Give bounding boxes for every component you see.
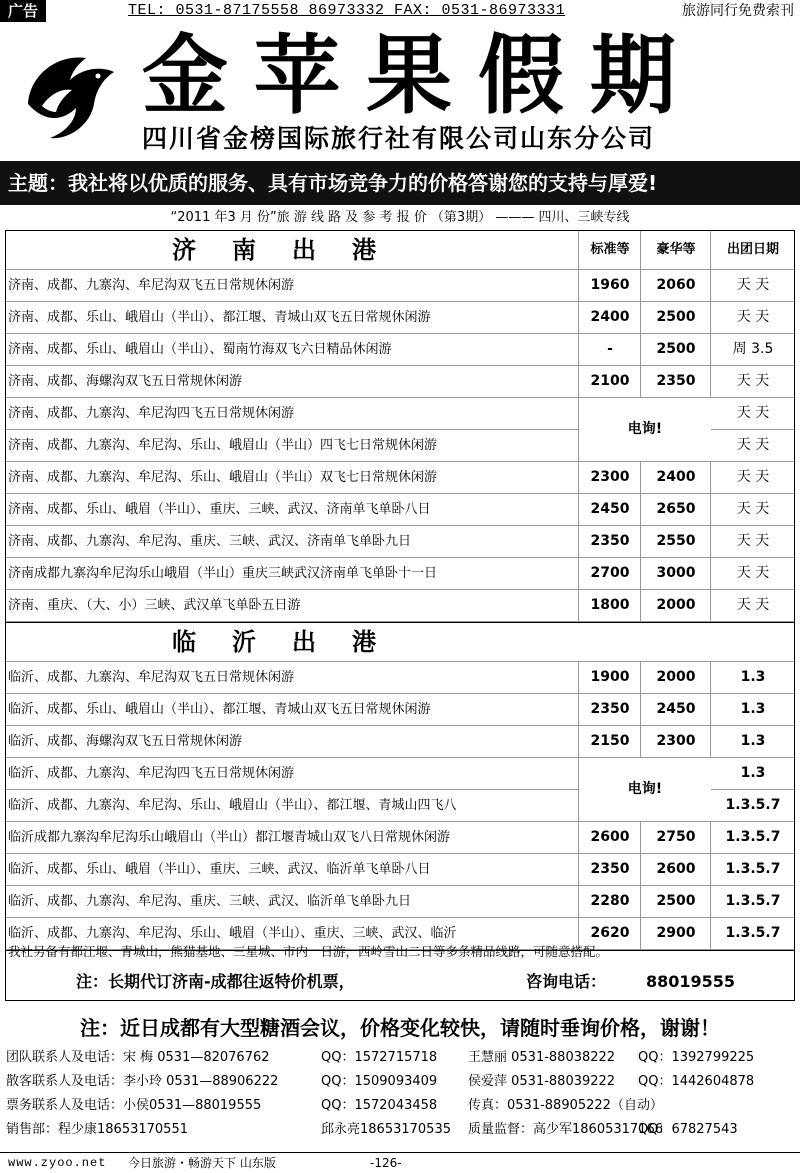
luxury-price: 2900	[640, 918, 711, 949]
contact-cell: 王慧丽 0531-88038222	[468, 1050, 616, 1065]
contact-cell: 票务联系人及电话：小侯0531—88019555	[6, 1098, 262, 1113]
warning-notice: 注：近日成都有大型糖酒会议，价格变化较快，请随时垂询价格，谢谢！	[80, 1016, 720, 1040]
luxury-price: 2650	[640, 494, 711, 525]
contact-cell: 团队联系人及电话：宋 梅 0531—82076762	[6, 1050, 270, 1065]
footer	[0, 1152, 800, 1173]
col-lux-header: 豪华等	[640, 231, 711, 269]
departure-days: 周 3.5	[710, 334, 795, 365]
table-row	[6, 526, 794, 558]
luxury-price: 3000	[640, 558, 711, 589]
luxury-price: 2300	[640, 726, 711, 757]
contact-cell: 邱永亮18653170535	[321, 1122, 451, 1137]
contact-cell: QQ：1572043458	[321, 1098, 438, 1113]
standard-price: 1960	[578, 270, 641, 301]
luxury-price: 2500	[640, 334, 711, 365]
departure-days: 1.3	[710, 758, 795, 789]
route-name: 临沂、成都、九寨沟、牟尼沟双飞五日常规休闲游	[8, 670, 295, 685]
contact-cell: 散客联系人及电话：李小玲 0531—88906222	[6, 1074, 279, 1089]
contact-cell: 质量监督：高少军18605317166	[468, 1122, 663, 1137]
table-row	[6, 302, 794, 334]
phone-inquiry-cell: 电询!	[578, 398, 711, 462]
standard-price: 2450	[578, 494, 641, 525]
route-name: 济南、成都、乐山、峨眉（半山）、重庆、三峡、武汉、济南单飞单卧八日	[8, 502, 431, 517]
luxury-price: 2450	[640, 694, 711, 725]
table-row	[6, 366, 794, 398]
standard-price: 2600	[578, 822, 641, 853]
departure-days: 天 天	[710, 366, 795, 397]
route-name: 临沂成都九寨沟牟尼沟乐山峨眉山（半山）都江堰青城山双飞八日常规休闲游	[8, 830, 451, 845]
departure-days: 天 天	[710, 398, 795, 429]
table-row	[6, 854, 794, 886]
section-title: 济南出港	[172, 236, 412, 264]
hotline-number: 88019555	[646, 972, 736, 991]
theme-banner	[0, 161, 800, 205]
table-row	[6, 462, 794, 494]
luxury-price: 2550	[640, 526, 711, 557]
contact-cell: QQ：1509093409	[321, 1074, 438, 1089]
ticket-note: 注：长期代订济南-成都往返特价机票，	[76, 972, 355, 991]
top-bar	[0, 0, 800, 22]
contact-row	[6, 1094, 796, 1118]
standard-price: 2300	[578, 462, 641, 493]
route-name: 临沂、成都、海螺沟双飞五日常规休闲游	[8, 734, 243, 749]
contact-cell: QQ：67827543	[638, 1122, 738, 1137]
company-name: 四川省金榜国际旅行社有限公司山东分公司	[142, 124, 656, 153]
footer-slogan: 今日旅游・畅游天下 山东版	[128, 1156, 276, 1170]
footer-site: www.zyoo.net	[8, 1156, 107, 1170]
contact-cell: QQ：1442604878	[638, 1074, 755, 1089]
luxury-price: 2750	[640, 822, 711, 853]
ad-tag: 广告	[0, 0, 46, 22]
route-name: 济南成都九寨沟牟尼沟乐山峨眉（半山）重庆三峡武汉济南单飞单卧十一日	[8, 566, 438, 581]
brand-title: 金苹果假期	[142, 25, 702, 126]
contact-cell: QQ：1392799225	[638, 1050, 755, 1065]
table-row	[6, 726, 794, 758]
contact-cell: 传真：0531-88905222（自动）	[468, 1098, 663, 1113]
route-name: 临沂、成都、九寨沟、牟尼沟、乐山、峨眉山（半山）、都江堰、青城山四飞八	[8, 798, 457, 813]
table-row	[6, 694, 794, 726]
departure-days: 1.3.5.7	[710, 790, 795, 821]
contact-row	[6, 1070, 796, 1094]
departure-days: 天 天	[710, 494, 795, 525]
standard-price: 2620	[578, 918, 641, 949]
standard-price: 2100	[578, 366, 641, 397]
route-name: 临沂、成都、九寨沟、牟尼沟、重庆、三峡、武汉、临沂单飞单卧九日	[8, 894, 412, 909]
col-dep-header: 出团日期	[710, 231, 795, 269]
contacts-block	[6, 1046, 796, 1142]
departure-days: 1.3.5.7	[710, 822, 795, 853]
luxury-price: 2000	[640, 662, 711, 693]
section-header-linyi	[6, 622, 794, 662]
departure-days: 天 天	[710, 270, 795, 301]
contact-row	[6, 1046, 796, 1070]
departure-days: 天 天	[710, 558, 795, 589]
route-name: 临沂、成都、九寨沟、牟尼沟四飞五日常规休闲游	[8, 766, 295, 781]
route-name: 济南、成都、九寨沟、牟尼沟、重庆、三峡、武汉、济南单飞单卧九日	[8, 534, 412, 549]
departure-days: 1.3	[710, 694, 795, 725]
issue-subtitle: “2011 年3 月 份”旅 游 线 路 及 参 考 报 价 （第3期） ——— 四川、三峡专线	[170, 210, 630, 225]
route-name: 济南、成都、乐山、峨眉山（半山）、都江堰、青城山双飞五日常规休闲游	[8, 310, 431, 325]
route-name: 济南、成都、九寨沟、牟尼沟双飞五日常规休闲游	[8, 278, 295, 293]
route-name: 济南、成都、海螺沟双飞五日常规休闲游	[8, 374, 243, 389]
standard-price: -	[578, 334, 641, 365]
extra-routes-note: 我社另备有都江堰、青城山，熊猫基地、三星城、市内一日游，西岭雪山二日等多条精品线路，可随意搭配。	[8, 944, 609, 959]
departure-days: 天 天	[710, 302, 795, 333]
dove-logo-icon	[20, 46, 120, 146]
route-name: 济南、重庆、（大、小）三峡、武汉单飞单卧五日游	[8, 598, 301, 613]
departure-days: 1.3	[710, 662, 795, 693]
route-name: 济南、成都、九寨沟、牟尼沟、乐山、峨眉山（半山）双飞七日常规休闲游	[8, 470, 438, 485]
contact-row	[6, 1118, 796, 1142]
route-name: 济南、成都、九寨沟、牟尼沟四飞五日常规休闲游	[8, 406, 295, 421]
standard-price: 1900	[578, 662, 641, 693]
section-title: 临沂出港	[172, 628, 412, 656]
hotline-label: 咨询电话：	[526, 972, 607, 991]
section-header-jinan	[6, 231, 794, 270]
standard-price: 2280	[578, 886, 641, 917]
standard-price: 2350	[578, 526, 641, 557]
route-name: 临沂、成都、乐山、峨眉（半山）、重庆、三峡、武汉、临沂单飞单卧八日	[8, 862, 431, 877]
standard-price: 1800	[578, 590, 641, 621]
departure-days: 天 天	[710, 430, 795, 461]
departure-days: 1.3.5.7	[710, 918, 795, 949]
table-row	[6, 886, 794, 918]
standard-price: 2150	[578, 726, 641, 757]
departure-days: 1.3.5.7	[710, 886, 795, 917]
luxury-price: 2350	[640, 366, 711, 397]
table-row	[6, 334, 794, 366]
table-row	[6, 494, 794, 526]
table-row	[6, 590, 794, 622]
theme-text: 主题：我社将以优质的服务、具有市场竞争力的价格答谢您的支持与厚爱!	[8, 171, 658, 195]
departure-days: 1.3	[710, 726, 795, 757]
contact-cell: 销售部：程少康18653170551	[6, 1122, 188, 1137]
table-row	[6, 270, 794, 302]
route-name: 临沂、成都、九寨沟、牟尼沟、乐山、峨眉（半山）、重庆、三峡、武汉、临沂	[8, 926, 457, 941]
jinan-routes	[6, 270, 794, 622]
route-name: 临沂、成都、乐山、峨眉山（半山）、都江堰、青城山双飞五日常规休闲游	[8, 702, 431, 717]
luxury-price: 2400	[640, 462, 711, 493]
departure-days: 1.3.5.7	[710, 854, 795, 885]
departure-days: 天 天	[710, 462, 795, 493]
table-row	[6, 662, 794, 694]
header	[0, 24, 800, 158]
luxury-price: 2060	[640, 270, 711, 301]
luxury-price: 2500	[640, 886, 711, 917]
linyi-routes	[6, 662, 794, 950]
price-table	[5, 230, 795, 951]
col-std-header: 标准等	[578, 231, 641, 269]
standard-price: 2700	[578, 558, 641, 589]
standard-price: 2400	[578, 302, 641, 333]
free-copy-note: 旅游同行免费索刊	[682, 3, 794, 19]
page-number: -126-	[370, 1156, 402, 1170]
table-row	[6, 822, 794, 854]
notes-box	[5, 938, 795, 1001]
contact-line: TEL: 0531-87175558 86973332 FAX: 0531-86973331	[128, 2, 566, 19]
contact-cell: 侯爱萍 0531-88039222	[468, 1074, 616, 1089]
luxury-price: 2500	[640, 302, 711, 333]
departure-days: 天 天	[710, 526, 795, 557]
departure-days: 天 天	[710, 590, 795, 621]
standard-price: 2350	[578, 854, 641, 885]
contact-cell: QQ：1572715718	[321, 1050, 438, 1065]
luxury-price: 2600	[640, 854, 711, 885]
luxury-price: 2000	[640, 590, 711, 621]
table-row	[6, 558, 794, 590]
route-name: 济南、成都、乐山、峨眉山（半山）、蜀南竹海双飞六日精品休闲游	[8, 342, 392, 357]
route-name: 济南、成都、九寨沟、牟尼沟、乐山、峨眉山（半山）四飞七日常规休闲游	[8, 438, 438, 453]
standard-price: 2350	[578, 694, 641, 725]
phone-inquiry-cell: 电询!	[578, 758, 711, 822]
